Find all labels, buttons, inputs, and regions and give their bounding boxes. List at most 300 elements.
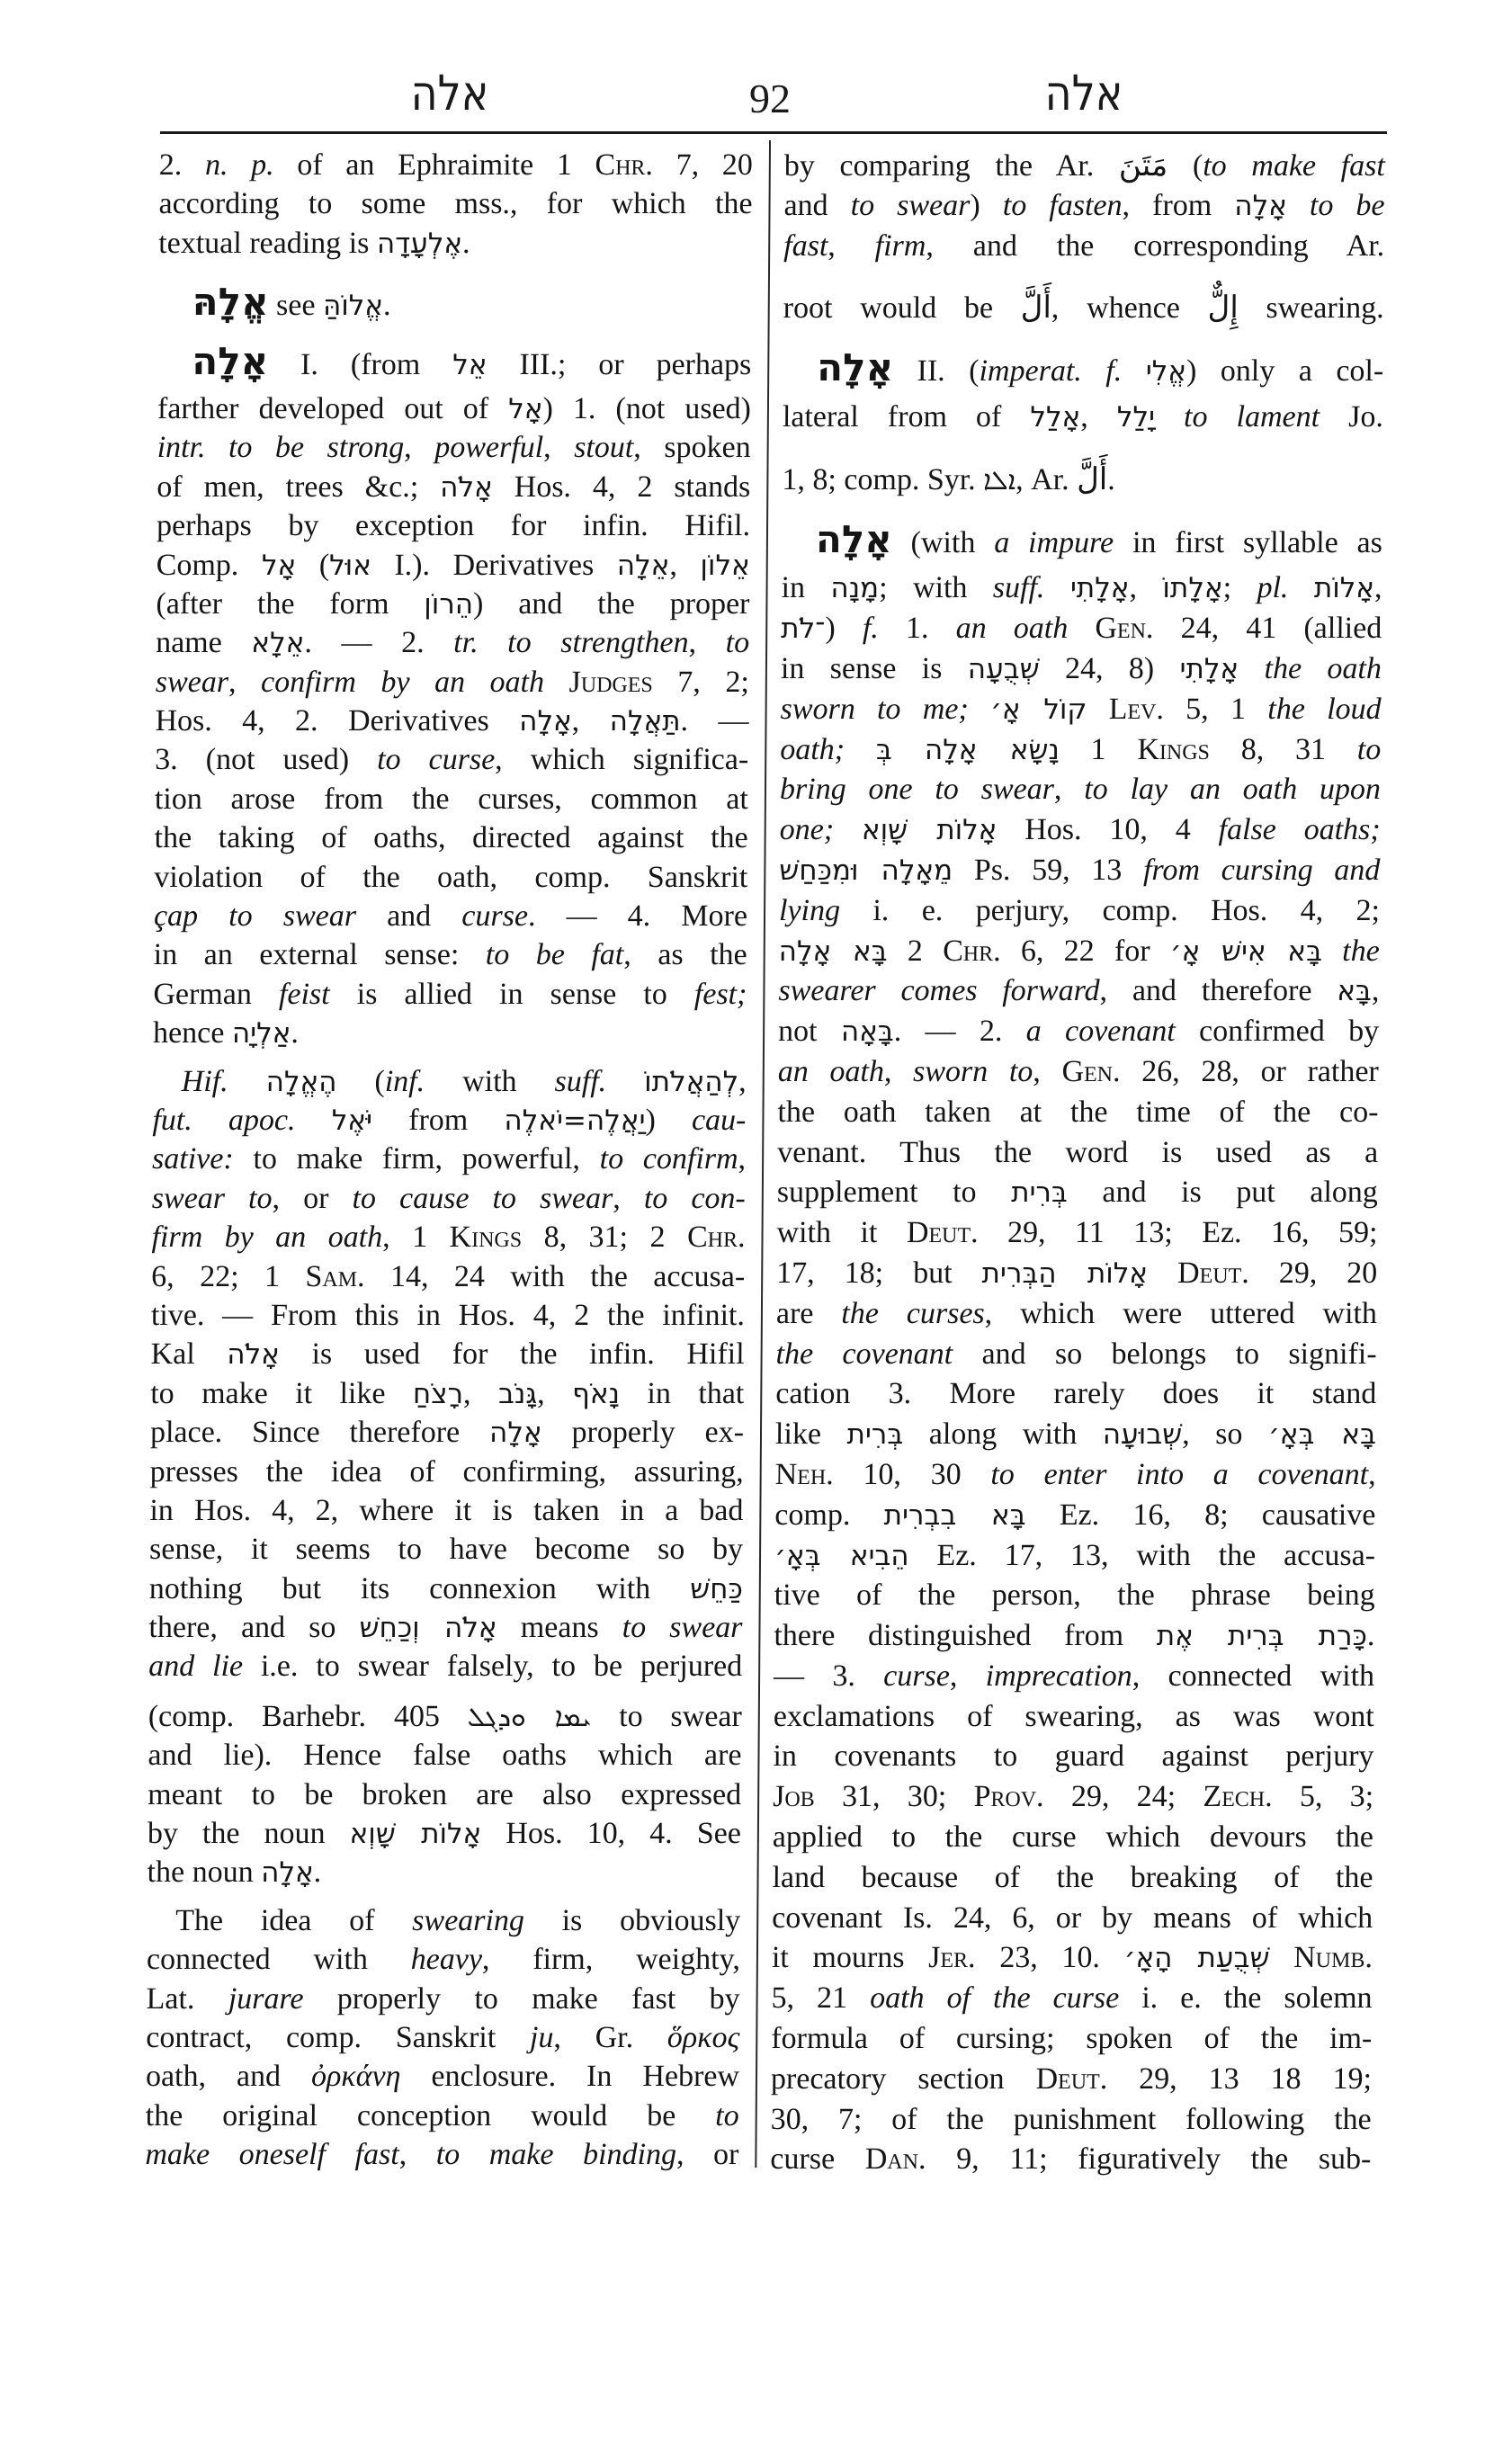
- italic-text: swear to: [151, 1181, 273, 1215]
- text-run: , so: [1182, 1417, 1269, 1452]
- hebrew-word: מָנָה: [830, 572, 880, 605]
- text-run: [834, 813, 862, 846]
- text-run: by comparing the Ar.: [783, 149, 1120, 183]
- hebrew-word: אֱלוֹהַּ: [322, 290, 384, 323]
- headword: אָלָה: [192, 338, 269, 383]
- text-run: name: [156, 626, 252, 660]
- hebrew-word: אֶלְעָדָה: [376, 227, 463, 260]
- text-run: of an Ephraimite 1: [273, 148, 595, 182]
- italic-text: jurare: [228, 1981, 304, 2016]
- hebrew-word: אָלוֹת הַבְּרִית: [981, 1256, 1149, 1290]
- text-run: 7, 2;: [652, 665, 749, 699]
- text-line: [775, 1335, 1376, 1375]
- text-run: ,: [1129, 571, 1163, 605]
- text-line: [148, 1814, 741, 1853]
- text-line: [147, 1901, 740, 1940]
- text-run: to make it like: [150, 1376, 414, 1410]
- text-line: [152, 1179, 746, 1218]
- text-line: [773, 1818, 1373, 1858]
- italic-text: swear: [155, 665, 229, 699]
- text-run: exclamations of swearing, as was wont: [773, 1699, 1374, 1733]
- text-run: , which were uttered with: [984, 1296, 1378, 1330]
- hebrew-word: ־לֹת: [781, 612, 826, 646]
- running-head-right: אלה: [1044, 65, 1123, 121]
- text-run: (: [1168, 149, 1203, 183]
- text-run: i.e. to swear falsely, to be perjured: [242, 1650, 743, 1684]
- text-line: [147, 1853, 740, 1891]
- text-run: [969, 693, 991, 726]
- text-line: [156, 623, 749, 662]
- text-line: [772, 1858, 1373, 1899]
- hebrew-word: נָאֹף: [571, 1377, 621, 1410]
- text-run: not: [777, 1015, 842, 1049]
- scripture-reference: Gen.: [1095, 612, 1154, 646]
- text-run: [228, 1065, 266, 1098]
- italic-text: sworn to me;: [780, 692, 969, 726]
- hebrew-word: אֵלָא: [251, 627, 305, 660]
- italic-text: the oath: [1264, 651, 1382, 685]
- text-run: comp.: [774, 1498, 884, 1532]
- italic-text: to: [725, 626, 750, 660]
- text-line: [778, 971, 1379, 1012]
- text-run: German: [153, 977, 280, 1011]
- text-run: ) 1. (not used): [542, 391, 752, 425]
- text-run: ,: [462, 1376, 499, 1410]
- text-run: [1322, 934, 1343, 968]
- text-run: .: [1366, 1619, 1375, 1653]
- text-run: , 1: [382, 1221, 450, 1255]
- italic-text: stout: [574, 431, 634, 465]
- italic-text: a impure: [994, 525, 1114, 559]
- text-line: [150, 1335, 744, 1373]
- hebrew-word: הֵרוֹן: [424, 587, 474, 621]
- text-run: , or: [272, 1181, 353, 1215]
- italic-text: to confirm: [599, 1142, 738, 1176]
- text-run: Lat.: [146, 1981, 228, 2016]
- text-run: , or: [675, 2138, 739, 2172]
- hebrew-word: בָּא אִישׁ אָ׳: [1169, 934, 1323, 968]
- text-run: 8, 31: [1209, 732, 1357, 766]
- text-run: ,: [883, 1054, 914, 1088]
- text-run: (: [336, 1064, 385, 1098]
- text-run: , which significa-: [495, 743, 749, 777]
- hebrew-word: בָּא אָלָה: [778, 934, 888, 968]
- text-run: [1288, 571, 1314, 604]
- text-run: ): [970, 188, 1003, 222]
- italic-text: sworn to: [912, 1054, 1033, 1088]
- text-run: contract, comp. Sanskrit: [146, 2020, 531, 2054]
- text-run: [845, 733, 876, 766]
- hebrew-word: בָּא בְּאָ׳: [1267, 1418, 1377, 1452]
- text-run: 26, 28, or rather: [1120, 1054, 1379, 1088]
- text-run: 23, 10.: [975, 1941, 1124, 1975]
- hebrew-word: אָלֹה: [227, 1338, 281, 1372]
- text-line: [149, 1569, 743, 1608]
- text-run: see: [268, 289, 324, 323]
- text-run: with it: [776, 1216, 908, 1250]
- text-run: cation 3. More rarely does it stand: [775, 1377, 1377, 1411]
- text-run: 24, 41 (allied: [1153, 612, 1382, 646]
- text-run: it mourns: [771, 1941, 929, 1975]
- text-run: in sense is: [780, 651, 968, 685]
- italic-text: to lament: [1183, 399, 1320, 434]
- hebrew-word: אָלוֹת: [1313, 572, 1375, 605]
- text-line: [777, 1173, 1378, 1213]
- text-run: .: [462, 226, 470, 260]
- text-run: confirmed by: [1175, 1015, 1380, 1049]
- text-run: ,: [1033, 1054, 1062, 1088]
- text-run: [1287, 189, 1310, 222]
- text-run: farther developed out of: [157, 391, 509, 425]
- scripture-reference: Zech.: [1203, 1780, 1273, 1814]
- text-run: ,: [669, 548, 701, 582]
- greek-word: ὅρκος: [667, 2020, 740, 2054]
- text-run: [1087, 693, 1109, 726]
- text-run: curse: [770, 2142, 865, 2177]
- text-line: [148, 1608, 742, 1647]
- text-run: Kal: [150, 1337, 228, 1372]
- running-head-left: אלה: [410, 65, 489, 121]
- text-line: [148, 1697, 742, 1736]
- text-line: [781, 609, 1382, 649]
- italic-text: cau-: [691, 1103, 747, 1137]
- text-run: [1269, 1941, 1293, 1974]
- text-line: [149, 1530, 743, 1569]
- text-run: .: [382, 289, 391, 323]
- italic-text: f.: [862, 612, 880, 646]
- text-line: [781, 568, 1382, 609]
- text-run: [1155, 400, 1184, 434]
- text-run: and so belongs to signifi-: [953, 1337, 1377, 1371]
- italic-text: n. p.: [204, 148, 274, 182]
- text-run: [295, 1104, 331, 1137]
- text-run: enclosure. In Hebrew: [400, 2060, 740, 2094]
- text-run: ,: [404, 431, 435, 465]
- text-line: [146, 2018, 739, 2057]
- text-run: ,: [688, 626, 726, 660]
- italic-text: fast: [783, 228, 828, 263]
- text-run: .: [1107, 462, 1115, 496]
- text-run: 3. (not used): [155, 743, 378, 777]
- italic-text: heavy: [410, 1943, 483, 1977]
- text-line: [772, 1938, 1373, 1979]
- text-run: ,: [228, 665, 262, 699]
- italic-text: intr. to be strong: [157, 431, 405, 465]
- text-run: 29, 11 13; Ez. 16, 59;: [978, 1216, 1378, 1250]
- text-run: from: [371, 1103, 505, 1137]
- text-line: [776, 1294, 1377, 1335]
- text-run: properly to make fast by: [303, 1981, 740, 2016]
- text-run: . — 4. More: [527, 899, 748, 934]
- italic-text: firm by an oath: [151, 1221, 383, 1255]
- text-run: swearing.: [1238, 291, 1384, 326]
- text-run: perhaps by exception for infin. Hifil.: [156, 509, 751, 543]
- italic-text: suff.: [554, 1064, 607, 1098]
- text-run: means: [497, 1611, 622, 1645]
- text-run: tive of the person, the phrase being: [774, 1578, 1375, 1613]
- text-run: ,: [613, 1181, 645, 1215]
- italic-text: the curses: [841, 1296, 985, 1330]
- italic-text: the: [1342, 934, 1380, 968]
- hebrew-word: הֶאֱלָה: [265, 1065, 337, 1098]
- text-line: [154, 858, 747, 897]
- text-run: 7, 20: [652, 148, 753, 182]
- italic-text: and lie: [148, 1650, 244, 1684]
- text-line: [152, 1101, 746, 1140]
- text-line: [774, 1496, 1375, 1536]
- text-run: supplement to: [776, 1176, 1012, 1210]
- text-run: I.). Derivatives: [371, 548, 618, 582]
- text-run: ;: [1222, 571, 1257, 605]
- text-line: [772, 1899, 1373, 1939]
- arabic-word: إِلٌّ: [1207, 290, 1239, 326]
- text-run: with: [425, 1064, 555, 1098]
- text-run: i. e. perjury, comp. Hos. 4, 2;: [839, 893, 1381, 927]
- text-run: , as the: [623, 938, 747, 972]
- text-run: (comp. Barhebr. 405: [148, 1699, 468, 1733]
- text-line: [774, 1576, 1375, 1616]
- text-run: formula of cursing; spoken of the im-: [771, 2022, 1373, 2056]
- text-run: ; with: [879, 571, 994, 605]
- italic-text: an oath: [777, 1054, 885, 1088]
- text-run: violation of the oath, comp. Sanskrit: [154, 860, 748, 894]
- hebrew-word: יֹּאֶל: [331, 1104, 373, 1137]
- hebrew-word: אֵל: [452, 348, 488, 381]
- text-run: in Hos. 4, 2, where it is taken in a bad: [149, 1493, 744, 1527]
- text-run: 1: [1059, 732, 1138, 766]
- scripture-reference: Kings: [449, 1221, 523, 1255]
- text-run: 10, 30: [833, 1457, 991, 1491]
- hebrew-word: אֵלוֹן: [700, 549, 750, 582]
- text-run: in covenants to guard against perjury: [773, 1739, 1374, 1774]
- text-line: [774, 1697, 1374, 1738]
- arabic-word: مَتَنَ: [1118, 148, 1168, 183]
- column-divider: [755, 140, 771, 2168]
- text-line: [776, 1254, 1377, 1294]
- hebrew-word: מֵאָלָה וּמִכַּחַשׁ: [779, 854, 953, 887]
- text-line: [155, 780, 748, 818]
- scripture-reference: Deut.: [1035, 2061, 1108, 2096]
- text-run: tive. — From this in Hos. 4, 2 the infinit.: [150, 1298, 746, 1332]
- text-run: [1044, 571, 1070, 604]
- text-run: to make firm, powerful,: [233, 1142, 600, 1176]
- text-line: [775, 1415, 1376, 1455]
- text-run: 29, 20: [1248, 1256, 1378, 1290]
- text-line: [145, 2135, 738, 2174]
- text-line: [148, 1775, 741, 1814]
- text-line: [773, 1777, 1373, 1818]
- hebrew-word: אָלָתִי: [1179, 652, 1239, 685]
- syriac-word: ܐܠܐ: [983, 464, 1016, 496]
- hebrew-word: אָלָה: [1234, 189, 1288, 222]
- text-run: The idea of: [175, 1903, 413, 1937]
- hebrew-word: בְּרִית: [846, 1418, 904, 1452]
- text-run: ,: [738, 1142, 747, 1176]
- text-run: 30, 7; of the punishment following the: [770, 2102, 1372, 2136]
- text-line: [154, 897, 747, 935]
- text-run: ,: [1371, 974, 1380, 1008]
- text-run: and is put along: [1067, 1176, 1379, 1210]
- text-run: lateral from of: [782, 399, 1031, 434]
- hebrew-word: אָלָה: [488, 1417, 542, 1450]
- text-run: meant to be broken are also expressed: [148, 1777, 742, 1811]
- text-run: nothing but its connexion with: [148, 1571, 691, 1605]
- italic-text: swearer comes forward: [778, 974, 1100, 1008]
- text-line: [155, 740, 748, 779]
- text-line: [159, 146, 753, 184]
- text-run: (with: [891, 525, 995, 559]
- text-run: in that: [619, 1376, 745, 1410]
- italic-text: confirm by an oath: [260, 665, 545, 699]
- text-run: (: [296, 548, 330, 582]
- scripture-reference: Neh.: [774, 1457, 834, 1491]
- greek-word: ὀρκάνη: [310, 2060, 401, 2094]
- text-line: [771, 2019, 1372, 2060]
- text-run: land because of the breaking of the: [772, 1860, 1373, 1894]
- hebrew-word: בָּאָה: [840, 1015, 894, 1049]
- text-run: ,: [1053, 773, 1085, 807]
- italic-text: curse: [883, 1659, 951, 1693]
- text-run: 31, 30;: [814, 1780, 974, 1814]
- scripture-reference: Chr.: [686, 1221, 746, 1255]
- hebrew-word: קוֹל אָ׳: [989, 693, 1087, 726]
- italic-text: curse: [461, 899, 529, 934]
- text-run: according to some mss., for which the: [158, 187, 753, 221]
- scripture-reference: Prov.: [973, 1780, 1044, 1814]
- text-line: [151, 1296, 745, 1335]
- text-line: [782, 516, 1383, 561]
- italic-text: tr. to strengthen: [453, 626, 689, 660]
- text-line: [780, 810, 1381, 851]
- hebrew-word: רָצֹחַ: [412, 1377, 464, 1410]
- italic-text: imperat. f.: [979, 354, 1123, 389]
- text-run: venant. Thus the word is used as a: [777, 1135, 1379, 1169]
- text-line: [771, 1979, 1372, 2019]
- text-run: the noun: [147, 1855, 262, 1890]
- hebrew-word: שְׁבֻעַת הָאָ׳: [1123, 1942, 1270, 1975]
- hebrew-word: אוּל: [328, 549, 372, 582]
- hebrew-word: אָלָה: [519, 705, 572, 738]
- text-run: Jo.: [1320, 399, 1384, 434]
- italic-text: suff.: [992, 571, 1045, 605]
- page-number: 92: [749, 76, 791, 121]
- text-line: [771, 2100, 1372, 2141]
- text-run: 24, 8): [1039, 651, 1180, 685]
- hebrew-word: גָּנֹב: [497, 1377, 538, 1410]
- text-line: [150, 1374, 744, 1413]
- italic-text: false oaths;: [1218, 813, 1381, 847]
- text-line: [777, 1093, 1378, 1133]
- text-run: connected with: [146, 1943, 411, 1977]
- text-run: in: [781, 571, 831, 605]
- text-line: [783, 288, 1384, 328]
- scripture-reference: Job: [773, 1780, 815, 1814]
- text-line: [781, 649, 1382, 690]
- text-run: there, and so: [148, 1611, 360, 1645]
- text-run: ,: [543, 431, 575, 465]
- text-run: there distinguished from: [774, 1619, 1157, 1653]
- text-line: [155, 702, 748, 740]
- italic-text: to lay an oath upon: [1084, 773, 1382, 807]
- text-run: 29, 24;: [1043, 1780, 1203, 1814]
- italic-text: oath of the curse: [870, 1981, 1120, 2016]
- text-line: [783, 345, 1384, 390]
- text-run: ,: [537, 1376, 573, 1410]
- text-run: i. e. the solemn: [1119, 1981, 1373, 2016]
- hebrew-word: אָל: [508, 392, 543, 425]
- text-run: . —: [680, 704, 749, 738]
- scripture-reference: Chr.: [595, 148, 654, 182]
- text-run: , from: [1122, 188, 1235, 222]
- text-run: ,: [398, 2138, 436, 2172]
- text-run: Hos. 10, 4. See: [481, 1817, 742, 1851]
- text-run: 5, 21: [771, 1981, 871, 2016]
- hebrew-word: אָלָתִי: [1069, 572, 1130, 605]
- hebrew-word: תַּאֲלָה: [609, 705, 681, 738]
- italic-text: imprecation: [985, 1659, 1132, 1693]
- hebrew-word: אָלוֹת שָׁוְא: [349, 1818, 482, 1851]
- text-run: I. (from: [268, 347, 453, 381]
- text-line: [153, 1014, 747, 1052]
- italic-text: to swear: [622, 1611, 743, 1645]
- headword: אָלָה: [817, 345, 894, 390]
- text-run: Hos. 4, 2 stands: [492, 469, 751, 504]
- italic-text: sative:: [152, 1142, 234, 1176]
- text-line: [778, 1052, 1379, 1093]
- text-line: [154, 818, 747, 857]
- text-run: , and the corresponding Ar.: [926, 228, 1385, 263]
- text-run: and: [355, 899, 462, 934]
- text-line: [779, 851, 1380, 891]
- text-run: .: [313, 1855, 322, 1890]
- italic-text: to make fast: [1203, 149, 1385, 183]
- text-run: , and therefore: [1099, 974, 1338, 1008]
- hebrew-word: אָלַל: [1030, 400, 1081, 434]
- text-run: is obviously: [523, 1903, 741, 1937]
- text-run: , Ar.: [1015, 462, 1078, 496]
- text-line: [152, 1140, 746, 1178]
- italic-text: to swear: [850, 188, 971, 222]
- italic-text: to enter into a covenant: [990, 1457, 1369, 1491]
- text-line: [776, 1213, 1377, 1254]
- text-run: Comp.: [156, 548, 263, 582]
- text-line: [775, 1455, 1376, 1496]
- italic-text: the covenant: [775, 1337, 953, 1371]
- text-run: ,: [1080, 399, 1118, 434]
- hebrew-word: שְׁבוּעָה: [1102, 1418, 1183, 1452]
- text-run: [1068, 612, 1095, 645]
- hebrew-word: אֵלָה: [616, 549, 670, 582]
- italic-text: çap to swear: [153, 899, 357, 934]
- italic-text: to cause to swear: [352, 1181, 613, 1215]
- syriac-word: ܝܡܐ ܘܕܓܠ: [467, 1701, 592, 1733]
- text-line: [780, 730, 1381, 771]
- text-run: presses the idea of confirming, assuring,: [149, 1454, 744, 1489]
- scripture-reference: Lev.: [1108, 692, 1165, 726]
- text-run: in an external sense:: [153, 938, 487, 972]
- text-run: 6, 22; 1: [151, 1259, 306, 1293]
- text-line: [770, 2140, 1371, 2180]
- hebrew-word: שְׁבֻעָה: [967, 652, 1040, 685]
- text-run: the oath taken at the time of the co-: [777, 1095, 1379, 1129]
- arabic-word: أَلَّ: [1020, 290, 1052, 326]
- italic-text: swearing: [412, 1903, 525, 1937]
- italic-text: a covenant: [1025, 1015, 1176, 1049]
- text-line: [153, 975, 747, 1014]
- text-run: [1239, 652, 1265, 685]
- text-run: ,: [1373, 571, 1382, 605]
- text-run: III.; or perhaps: [487, 347, 752, 381]
